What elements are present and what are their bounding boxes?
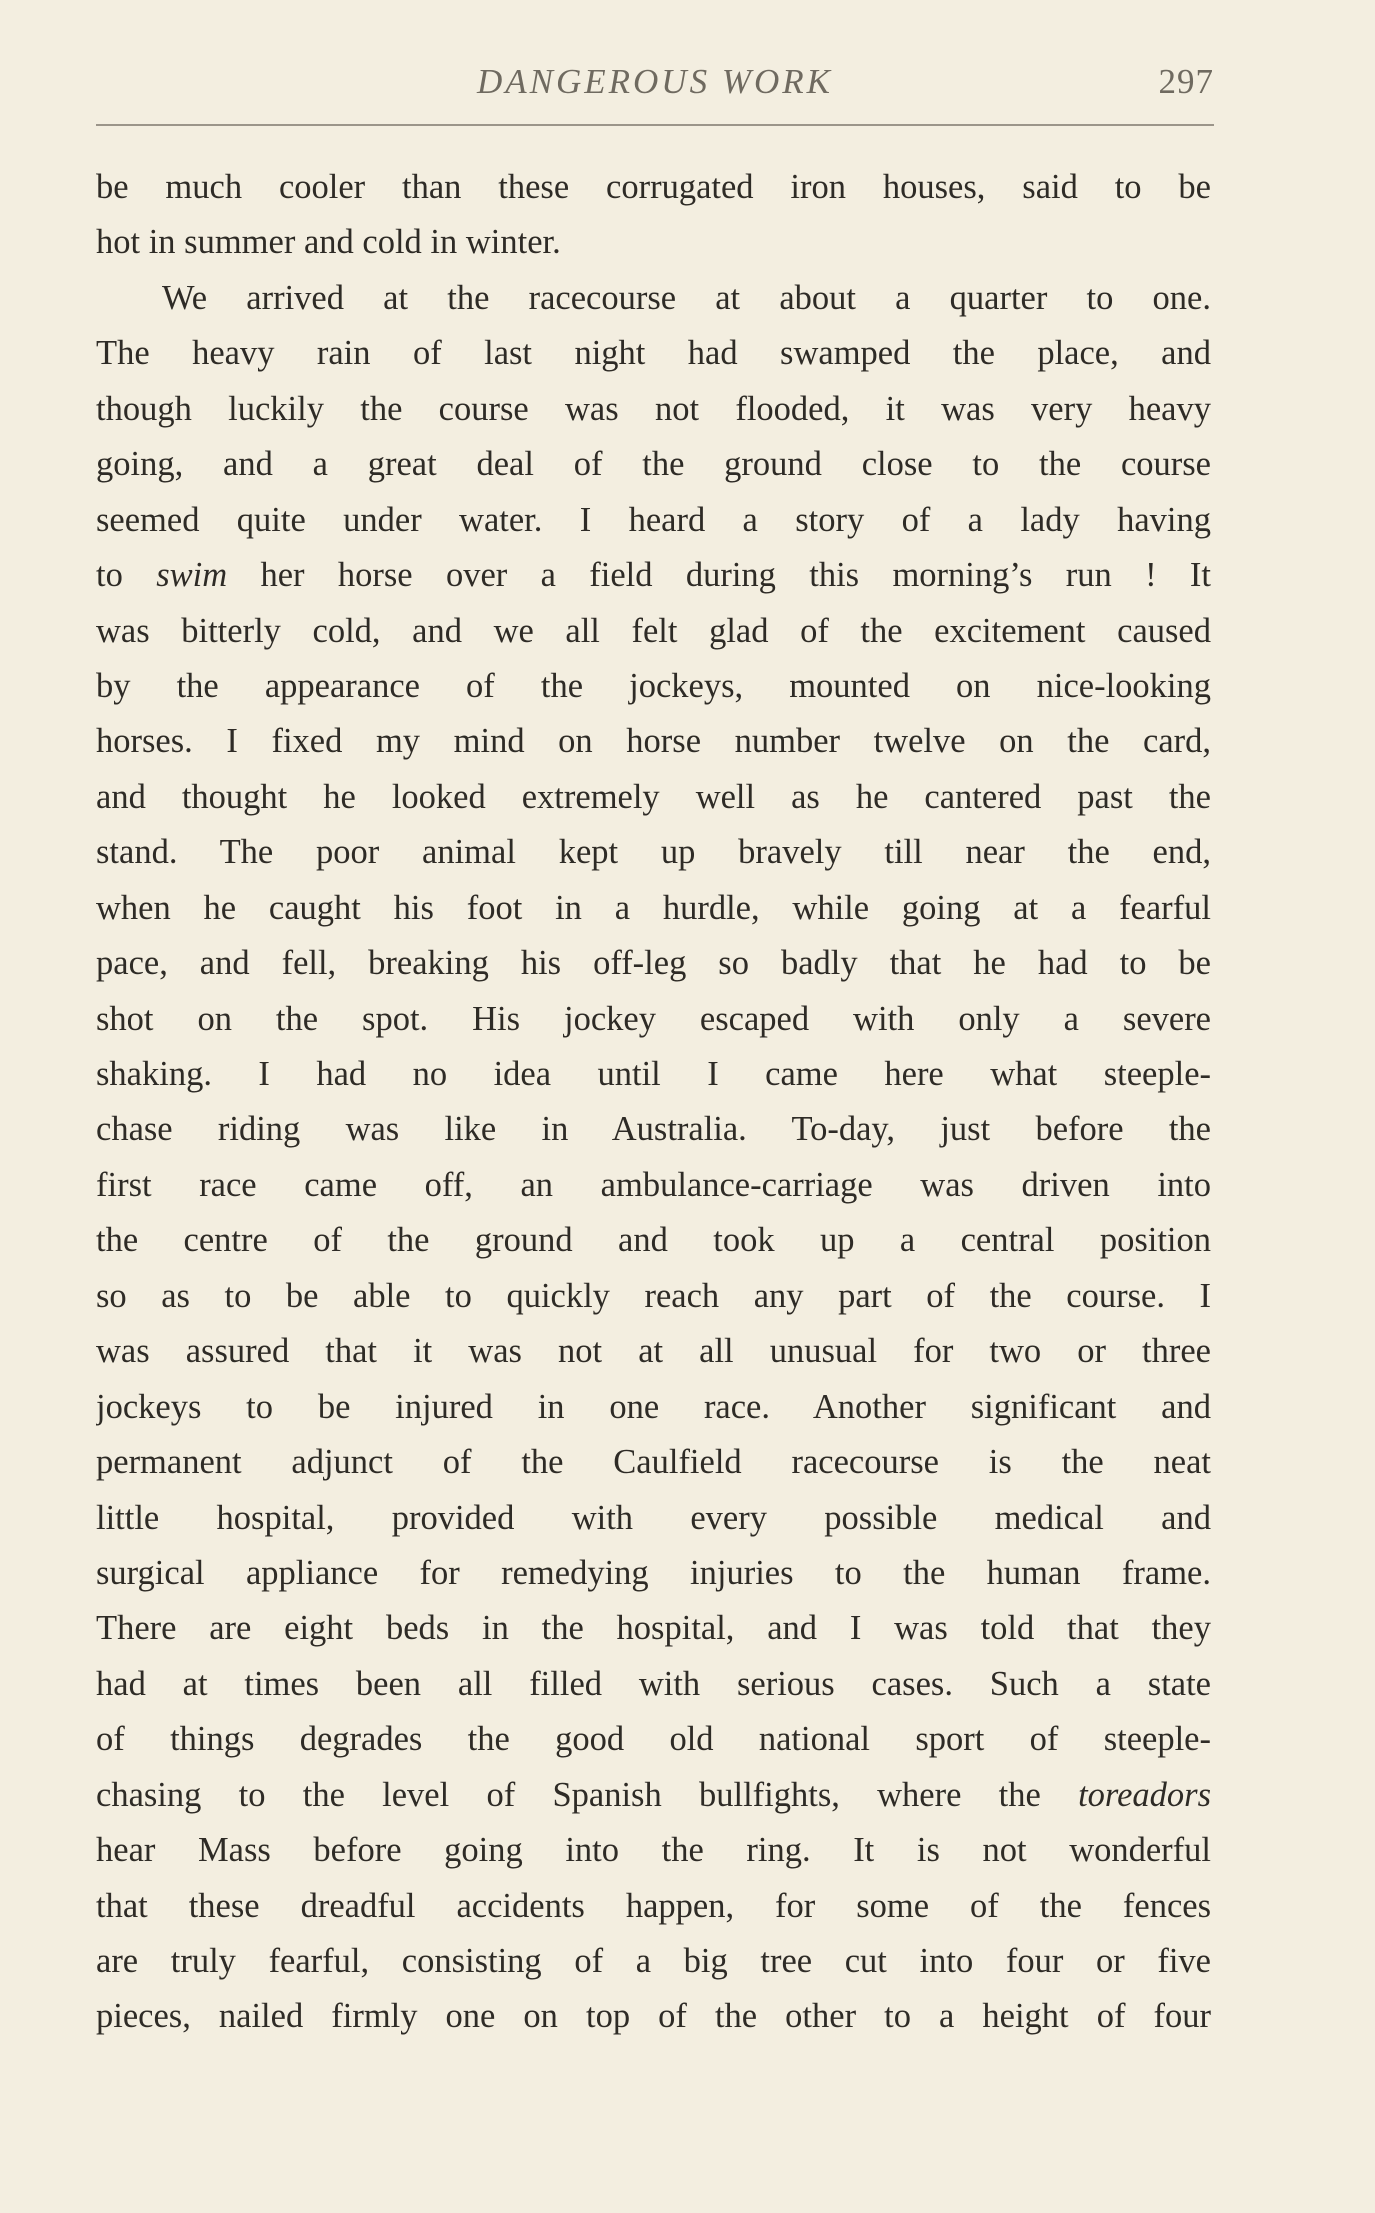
text-line: and thought he looked extremely well as he cantered past the <box>96 777 1211 816</box>
text-line: little hospital, provided with every possible medical and <box>96 1498 1211 1537</box>
italic-word: toreadors <box>1078 1775 1211 1814</box>
text-line: to swim her horse over a field during this morning’s run ! It <box>96 556 1211 595</box>
text-line: shaking. I had no idea until I came here what steeple- <box>96 1055 1211 1093</box>
text-line: going, and a great deal of the ground close to the course <box>96 445 1211 484</box>
text-line: The heavy rain of last night had swamped the place, and <box>96 334 1211 373</box>
page-number: 297 <box>1158 62 1214 101</box>
text-line: are truly fearful, consisting of a big tree cut into four or five <box>96 1942 1211 1980</box>
text-line: pace, and fell, breaking his off-leg so badly that he had to be <box>96 944 1211 983</box>
text-line: seemed quite under water. I heard a story of a lady having <box>96 500 1211 539</box>
text-line: of things degrades the good old national sport of steeple- <box>96 1720 1211 1759</box>
text-line: jockeys to be injured in one race. Another significant and <box>96 1387 1211 1426</box>
text-line: permanent adjunct of the Caulfield racecourse is the neat <box>96 1443 1211 1482</box>
text-line: so as to be able to quickly reach any part of the course. I <box>96 1276 1211 1315</box>
text-line: be much cooler than these corrugated iron houses, said to be <box>96 168 1211 206</box>
text-line: stand. The poor animal kept up bravely till near the end, <box>96 833 1211 872</box>
italic-word: swim <box>156 556 228 595</box>
running-title: DANGEROUS WORK <box>477 62 833 101</box>
text-line: We arrived at the racecourse at about a quarter to one. <box>162 278 1211 317</box>
text-line: surgical appliance for remedying injuries to the human frame. <box>96 1553 1211 1592</box>
text-line: that these dreadful accidents happen, for some of the fences <box>96 1886 1211 1925</box>
text-line: hear Mass before going into the ring. It is not wonderful <box>96 1831 1211 1870</box>
text-line: horses. I fixed my mind on horse number twelve on the card, <box>96 722 1211 761</box>
text-line: by the appearance of the jockeys, mounted on nice-looking <box>96 666 1211 705</box>
text-line: first race came off, an ambulance-carriage was driven into <box>96 1165 1211 1204</box>
text-line: hot in summer and cold in winter. <box>96 223 561 262</box>
text-line: was bitterly cold, and we all felt glad of the excitement caused <box>96 611 1211 650</box>
text-line: chasing to the level of Spanish bullfights, where the toreadors <box>96 1775 1211 1814</box>
running-head <box>96 58 1214 110</box>
text-line: the centre of the ground and took up a central position <box>96 1221 1211 1260</box>
text-line: There are eight beds in the hospital, and I was told that they <box>96 1609 1211 1648</box>
header-rule <box>96 124 1214 126</box>
text-line: when he caught his foot in a hurdle, while going at a fearful <box>96 888 1211 927</box>
text-line: was assured that it was not at all unusual for two or three <box>96 1332 1211 1371</box>
text-line: had at times been all filled with serious cases. Such a state <box>96 1664 1211 1703</box>
text-line: chase riding was like in Australia. To-day, just before the <box>96 1110 1211 1149</box>
text-line: though luckily the course was not flooded, it was very heavy <box>96 389 1211 428</box>
text-line: shot on the spot. His jockey escaped with only a severe <box>96 999 1211 1038</box>
text-line: pieces, nailed firmly one on top of the other to a height of four <box>96 1997 1211 2036</box>
body-text <box>96 160 1211 2045</box>
